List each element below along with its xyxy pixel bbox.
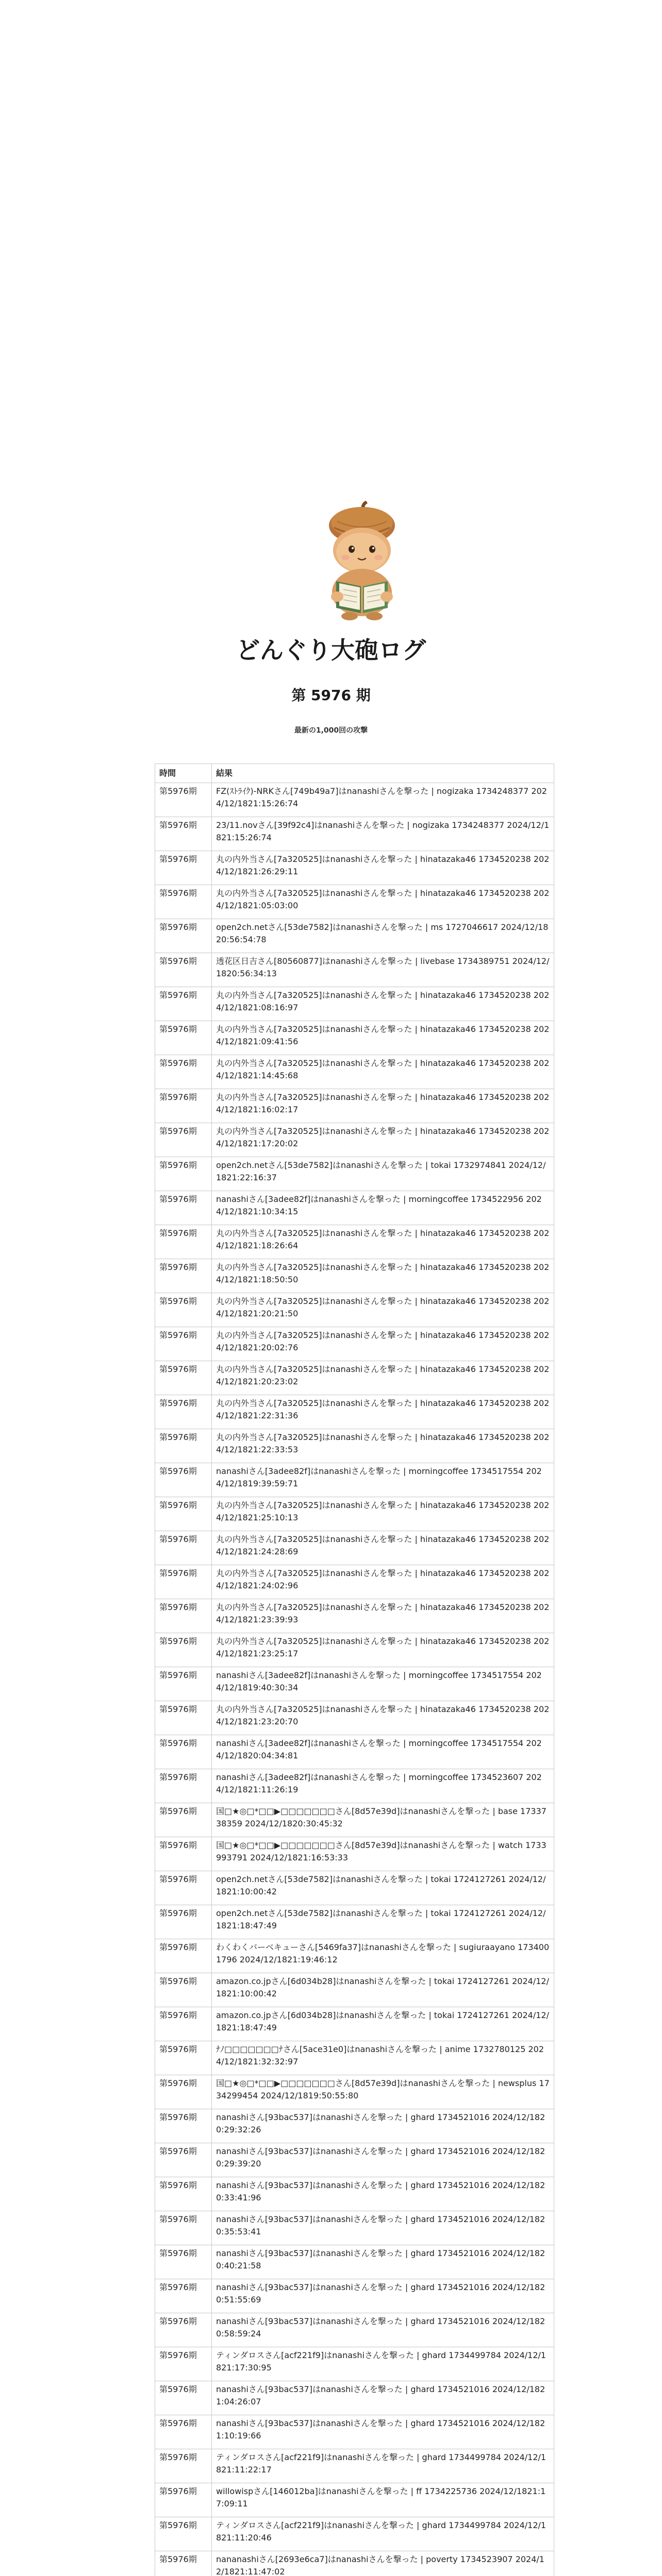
table-row: [155, 1361, 554, 1395]
row-term-cell: 第5976期: [155, 1667, 212, 1701]
row-term-cell: 第5976期: [155, 2143, 212, 2177]
row-result-cell: ﾅﾉ□□□□□□□ﾅさん[5ace31e0]はnanashiさんを撃った | anime 1732780125 2024/12/1821:32:32:97: [212, 2041, 554, 2075]
row-result-cell: 丸の内外当さん[7a320525]はnanashiさんを撃った | hinatazaka46 1734520238 2024/12/1821:09:41:56: [212, 1021, 554, 1055]
table-row: [155, 2245, 554, 2279]
table-row: [155, 1531, 554, 1565]
row-result-cell: amazon.co.jpさん[6d034b28]はnanashiさんを撃った | tokai 1724127261 2024/12/1821:18:47:49: [212, 2007, 554, 2041]
row-term-cell: 第5976期: [155, 1395, 212, 1429]
row-term-cell: 第5976期: [155, 1633, 212, 1667]
table-row: [155, 1837, 554, 1871]
row-term-cell: 第5976期: [155, 1871, 212, 1905]
row-term-cell: 第5976期: [155, 1429, 212, 1463]
row-result-cell: nanashiさん[93bac537]はnanashiさんを撃った | ghard 1734521016 2024/12/1821:10:19:66: [212, 2415, 554, 2449]
row-term-cell: 第5976期: [155, 953, 212, 987]
row-term-cell: 第5976期: [155, 2517, 212, 2551]
row-result-cell: 国□★◎□*□□▶□□□□□□□さん[8d57e39d]はnanashiさんを撃った | newsplus 1734299454 2024/12/1819:50:55:80: [212, 2075, 554, 2109]
row-result-cell: 丸の内外当さん[7a320525]はnanashiさんを撃った | hinatazaka46 1734520238 2024/12/1821:18:26:64: [212, 1225, 554, 1259]
row-term-cell: 第5976期: [155, 2211, 212, 2245]
row-term-cell: 第5976期: [155, 1837, 212, 1871]
table-row: [155, 2075, 554, 2109]
table-row: [155, 1463, 554, 1497]
row-term-cell: 第5976期: [155, 1021, 212, 1055]
table-row: [155, 1973, 554, 2007]
attack-log-body: [155, 783, 554, 2576]
column-header-result: 結果: [212, 764, 554, 783]
row-term-cell: 第5976期: [155, 1599, 212, 1633]
table-row: [155, 1089, 554, 1123]
row-term-cell: 第5976期: [155, 1463, 212, 1497]
row-term-cell: 第5976期: [155, 1191, 212, 1225]
row-term-cell: 第5976期: [155, 2313, 212, 2347]
row-result-cell: ティンダロスさん[acf221f9]はnanashiさんを撃った | ghard 1734499784 2024/12/1821:11:22:17: [212, 2449, 554, 2483]
table-row: [155, 2279, 554, 2313]
table-row: [155, 1565, 554, 1599]
table-row: [155, 1157, 554, 1191]
row-result-cell: nanashiさん[93bac537]はnanashiさんを撃った | ghard 1734521016 2024/12/1820:40:21:58: [212, 2245, 554, 2279]
row-result-cell: 国□★◎□*□□▶□□□□□□□さん[8d57e39d]はnanashiさんを撃った | base 1733738359 2024/12/1820:30:45:32: [212, 1803, 554, 1837]
row-term-cell: 第5976期: [155, 817, 212, 851]
row-result-cell: 丸の内外当さん[7a320525]はnanashiさんを撃った | hinatazaka46 1734520238 2024/12/1821:16:02:17: [212, 1089, 554, 1123]
table-row: [155, 1497, 554, 1531]
row-result-cell: nanashiさん[93bac537]はnanashiさんを撃った | ghard 1734521016 2024/12/1821:04:26:07: [212, 2381, 554, 2415]
table-header-row: [155, 764, 554, 783]
row-term-cell: 第5976期: [155, 1905, 212, 1939]
table-row: [155, 1395, 554, 1429]
row-result-cell: FZ(ｽﾄﾗｲｸ)-NRKさん[749b49a7]はnanashiさんを撃った | nogizaka 1734248377 2024/12/1821:15:26:74: [212, 783, 554, 817]
table-row: [155, 2313, 554, 2347]
table-row: [155, 1803, 554, 1837]
row-result-cell: nanashiさん[93bac537]はnanashiさんを撃った | ghard 1734521016 2024/12/1820:29:32:26: [212, 2109, 554, 2143]
row-result-cell: 丸の内外当さん[7a320525]はnanashiさんを撃った | hinatazaka46 1734520238 2024/12/1821:20:21:50: [212, 1293, 554, 1327]
table-row: [155, 2211, 554, 2245]
table-row: [155, 2381, 554, 2415]
row-term-cell: 第5976期: [155, 885, 212, 919]
row-term-cell: 第5976期: [155, 2109, 212, 2143]
table-row: [155, 1123, 554, 1157]
row-result-cell: 丸の内外当さん[7a320525]はnanashiさんを撃った | hinatazaka46 1734520238 2024/12/1821:23:20:70: [212, 1701, 554, 1735]
row-term-cell: 第5976期: [155, 1293, 212, 1327]
table-row: [155, 2551, 554, 2576]
row-result-cell: nanashiさん[93bac537]はnanashiさんを撃った | ghard 1734521016 2024/12/1820:58:59:24: [212, 2313, 554, 2347]
row-term-cell: 第5976期: [155, 1973, 212, 2007]
row-result-cell: nanashiさん[93bac537]はnanashiさんを撃った | ghard 1734521016 2024/12/1820:35:53:41: [212, 2211, 554, 2245]
row-term-cell: 第5976期: [155, 851, 212, 885]
table-row: [155, 2177, 554, 2211]
table-row: [155, 885, 554, 919]
table-row: [155, 1055, 554, 1089]
table-row: [155, 2415, 554, 2449]
row-result-cell: 国□★◎□*□□▶□□□□□□□さん[8d57e39d]はnanashiさんを撃った | watch 1733993791 2024/12/1821:16:53:33: [212, 1837, 554, 1871]
table-row: [155, 1293, 554, 1327]
row-term-cell: 第5976期: [155, 1157, 212, 1191]
row-result-cell: nanashiさん[93bac537]はnanashiさんを撃った | ghard 1734521016 2024/12/1820:33:41:96: [212, 2177, 554, 2211]
row-result-cell: 丸の内外当さん[7a320525]はnanashiさんを撃った | hinatazaka46 1734520238 2024/12/1821:26:29:11: [212, 851, 554, 885]
row-term-cell: 第5976期: [155, 2347, 212, 2381]
row-result-cell: 丸の内外当さん[7a320525]はnanashiさんを撃った | hinatazaka46 1734520238 2024/12/1821:22:31:36: [212, 1395, 554, 1429]
row-result-cell: 丸の内外当さん[7a320525]はnanashiさんを撃った | hinatazaka46 1734520238 2024/12/1821:23:25:17: [212, 1633, 554, 1667]
row-term-cell: 第5976期: [155, 1497, 212, 1531]
row-result-cell: open2ch.netさん[53de7582]はnanashiさんを撃った | tokai 1724127261 2024/12/1821:10:00:42: [212, 1871, 554, 1905]
row-term-cell: 第5976期: [155, 1803, 212, 1837]
row-result-cell: willowispさん[146012ba]はnanashiさんを撃った | ff 1734225736 2024/12/1821:17:09:11: [212, 2483, 554, 2517]
row-term-cell: 第5976期: [155, 2279, 212, 2313]
table-row: [155, 2483, 554, 2517]
row-term-cell: 第5976期: [155, 987, 212, 1021]
row-term-cell: 第5976期: [155, 2041, 212, 2075]
row-result-cell: 23/11.novさん[39f92c4]はnanashiさんを撃った | nogizaka 1734248377 2024/12/1821:15:26:74: [212, 817, 554, 851]
table-row: [155, 2143, 554, 2177]
row-result-cell: amazon.co.jpさん[6d034b28]はnanashiさんを撃った | tokai 1724127261 2024/12/1821:10:00:42: [212, 1973, 554, 2007]
row-term-cell: 第5976期: [155, 2075, 212, 2109]
row-term-cell: 第5976期: [155, 2245, 212, 2279]
row-term-cell: 第5976期: [155, 1089, 212, 1123]
row-result-cell: open2ch.netさん[53de7582]はnanashiさんを撃った | ms 1727046617 2024/12/1820:56:54:78: [212, 919, 554, 953]
table-row: [155, 1429, 554, 1463]
attack-log-container: [155, 764, 554, 2576]
row-term-cell: 第5976期: [155, 1939, 212, 1973]
table-row: [155, 2517, 554, 2551]
table-row: [155, 1225, 554, 1259]
column-header-term: 時間: [155, 764, 212, 783]
row-result-cell: nanashiさん[3adee82f]はnanashiさんを撃った | morningcoffee 1734523607 2024/12/1821:11:26:19: [212, 1769, 554, 1803]
row-result-cell: 丸の内外当さん[7a320525]はnanashiさんを撃った | hinatazaka46 1734520238 2024/12/1821:17:20:02: [212, 1123, 554, 1157]
table-row: [155, 1021, 554, 1055]
table-row: [155, 2041, 554, 2075]
acorn-mascot-reading-icon: [305, 499, 419, 622]
row-term-cell: 第5976期: [155, 1565, 212, 1599]
row-result-cell: ティンダロスさん[acf221f9]はnanashiさんを撃った | ghard 1734499784 2024/12/1821:11:20:46: [212, 2517, 554, 2551]
table-row: [155, 1871, 554, 1905]
table-row: [155, 953, 554, 987]
row-result-cell: 丸の内外当さん[7a320525]はnanashiさんを撃った | hinatazaka46 1734520238 2024/12/1821:23:39:93: [212, 1599, 554, 1633]
table-row: [155, 1259, 554, 1293]
row-result-cell: 丸の内外当さん[7a320525]はnanashiさんを撃った | hinatazaka46 1734520238 2024/12/1821:24:02:96: [212, 1565, 554, 1599]
table-row: [155, 783, 554, 817]
table-row: [155, 1327, 554, 1361]
row-result-cell: nanashiさん[3adee82f]はnanashiさんを撃った | morningcoffee 1734517554 2024/12/1820:04:34:81: [212, 1735, 554, 1769]
row-result-cell: nanashiさん[93bac537]はnanashiさんを撃った | ghard 1734521016 2024/12/1820:51:55:69: [212, 2279, 554, 2313]
table-row: [155, 2109, 554, 2143]
table-row: [155, 2449, 554, 2483]
row-result-cell: 丸の内外当さん[7a320525]はnanashiさんを撃った | hinatazaka46 1734520238 2024/12/1821:20:02:76: [212, 1327, 554, 1361]
term-heading: 第 5976 期: [291, 687, 371, 704]
table-row: [155, 1905, 554, 1939]
row-term-cell: 第5976期: [155, 1327, 212, 1361]
table-row: [155, 851, 554, 885]
row-result-cell: nanashiさん[3adee82f]はnanashiさんを撃った | morningcoffee 1734517554 2024/12/1819:39:59:71: [212, 1463, 554, 1497]
table-row: [155, 1735, 554, 1769]
row-result-cell: 丸の内外当さん[7a320525]はnanashiさんを撃った | hinatazaka46 1734520238 2024/12/1821:22:33:53: [212, 1429, 554, 1463]
row-term-cell: 第5976期: [155, 1531, 212, 1565]
row-result-cell: 丸の内外当さん[7a320525]はnanashiさんを撃った | hinatazaka46 1734520238 2024/12/1821:25:10:13: [212, 1497, 554, 1531]
row-term-cell: 第5976期: [155, 1259, 212, 1293]
table-row: [155, 1939, 554, 1973]
row-term-cell: 第5976期: [155, 2551, 212, 2576]
row-term-cell: 第5976期: [155, 1055, 212, 1089]
page-title: どんぐり大砲ログ: [236, 636, 426, 664]
row-term-cell: 第5976期: [155, 2483, 212, 2517]
table-row: [155, 1191, 554, 1225]
row-term-cell: 第5976期: [155, 1769, 212, 1803]
row-result-cell: 丸の内外当さん[7a320525]はnanashiさんを撃った | hinatazaka46 1734520238 2024/12/1821:20:23:02: [212, 1361, 554, 1395]
row-result-cell: nanashiさん[93bac537]はnanashiさんを撃った | ghard 1734521016 2024/12/1820:29:39:20: [212, 2143, 554, 2177]
row-result-cell: open2ch.netさん[53de7582]はnanashiさんを撃った | tokai 1732974841 2024/12/1821:22:16:37: [212, 1157, 554, 1191]
row-term-cell: 第5976期: [155, 1225, 212, 1259]
row-result-cell: 丸の内外当さん[7a320525]はnanashiさんを撃った | hinatazaka46 1734520238 2024/12/1821:08:16:97: [212, 987, 554, 1021]
row-term-cell: 第5976期: [155, 783, 212, 817]
row-term-cell: 第5976期: [155, 1361, 212, 1395]
row-result-cell: 透花区日吉さん[80560877]はnanashiさんを撃った | livebase 1734389751 2024/12/1820:56:34:13: [212, 953, 554, 987]
table-row: [155, 2007, 554, 2041]
table-row: [155, 1667, 554, 1701]
row-term-cell: 第5976期: [155, 1701, 212, 1735]
row-result-cell: ティンダロスさん[acf221f9]はnanashiさんを撃った | ghard 1734499784 2024/12/1821:17:30:95: [212, 2347, 554, 2381]
row-term-cell: 第5976期: [155, 2177, 212, 2211]
row-result-cell: わくわくバーベキューさん[5469fa37]はnanashiさんを撃った | sugiuraayano 1734001796 2024/12/1821:19:46:12: [212, 1939, 554, 1973]
row-term-cell: 第5976期: [155, 2007, 212, 2041]
row-result-cell: 丸の内外当さん[7a320525]はnanashiさんを撃った | hinatazaka46 1734520238 2024/12/1821:18:50:50: [212, 1259, 554, 1293]
attack-log-table: [155, 764, 554, 2576]
row-result-cell: open2ch.netさん[53de7582]はnanashiさんを撃った | tokai 1724127261 2024/12/1821:18:47:49: [212, 1905, 554, 1939]
row-result-cell: 丸の内外当さん[7a320525]はnanashiさんを撃った | hinatazaka46 1734520238 2024/12/1821:24:28:69: [212, 1531, 554, 1565]
table-row: [155, 1599, 554, 1633]
table-row: [155, 1769, 554, 1803]
row-term-cell: 第5976期: [155, 2415, 212, 2449]
table-row: [155, 987, 554, 1021]
row-term-cell: 第5976期: [155, 1735, 212, 1769]
row-term-cell: 第5976期: [155, 2449, 212, 2483]
row-term-cell: 第5976期: [155, 919, 212, 953]
row-result-cell: 丸の内外当さん[7a320525]はnanashiさんを撃った | hinatazaka46 1734520238 2024/12/1821:05:03:00: [212, 885, 554, 919]
row-term-cell: 第5976期: [155, 2381, 212, 2415]
page-subtitle: 最新の1,000回の攻撃: [294, 726, 368, 735]
table-row: [155, 817, 554, 851]
table-row: [155, 1633, 554, 1667]
row-result-cell: 丸の内外当さん[7a320525]はnanashiさんを撃った | hinatazaka46 1734520238 2024/12/1821:14:45:68: [212, 1055, 554, 1089]
table-row: [155, 1701, 554, 1735]
row-result-cell: nanashiさん[3adee82f]はnanashiさんを撃った | morningcoffee 1734522956 2024/12/1821:10:34:15: [212, 1191, 554, 1225]
row-term-cell: 第5976期: [155, 1123, 212, 1157]
row-result-cell: nananashiさん[2693e6ca7]はnanashiさんを撃った | poverty 1734523907 2024/12/1821:11:47:02: [212, 2551, 554, 2576]
table-row: [155, 2347, 554, 2381]
table-row: [155, 919, 554, 953]
row-result-cell: nanashiさん[3adee82f]はnanashiさんを撃った | morningcoffee 1734517554 2024/12/1819:40:30:34: [212, 1667, 554, 1701]
